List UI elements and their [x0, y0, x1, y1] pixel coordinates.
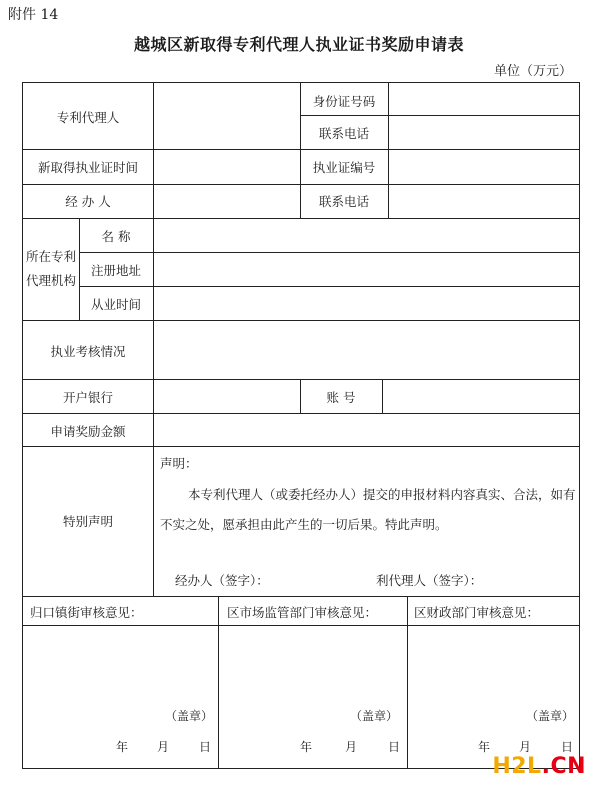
opinion-finance-label: 区财政部门审核意见： — [414, 605, 540, 620]
date-month-3: 月 — [519, 740, 532, 754]
label-agency-name: 名 称 — [101, 229, 131, 244]
date-year-3: 年 — [478, 740, 491, 754]
label-agency-group: 所在专利代理机构 — [25, 249, 76, 288]
seal-label-1: （盖章） — [165, 709, 214, 723]
statement-heading: 声明： — [160, 456, 198, 471]
label-agency-address: 注册地址 — [90, 263, 142, 278]
watermark-dot: . — [541, 754, 551, 779]
watermark-logo — [492, 754, 586, 779]
watermark-brand: H2L — [492, 754, 542, 779]
label-agency-time: 从业时间 — [90, 297, 142, 312]
opinion-market-label: 区市场监管部门审核意见： — [227, 605, 378, 620]
label-amount: 申请奖励金额 — [50, 424, 126, 439]
date-day-3: 日 — [561, 740, 574, 754]
label-special: 特别声明 — [62, 514, 114, 529]
statement-body: 本专利代理人（或委托经办人）提交的申报材料内容真实、合法，如有不实之处，愿承担由此产生的一切后果。特此声明。 — [160, 487, 576, 532]
label-id-number: 身份证号码 — [312, 94, 376, 109]
seal-label-2: （盖章） — [350, 709, 399, 723]
date-month-1: 月 — [157, 740, 170, 754]
opinion-town-label: 归口镇街审核意见： — [30, 605, 143, 620]
label-assessment: 执业考核情况 — [50, 344, 126, 359]
attachment-label: 附件 14 — [8, 7, 59, 23]
date-month-2: 月 — [345, 740, 358, 754]
unit-label: 单位（万元） — [493, 64, 572, 79]
label-license-date: 新取得执业证时间 — [37, 160, 139, 175]
label-handler: 经 办 人 — [65, 194, 111, 209]
label-agent: 专利代理人 — [56, 110, 120, 125]
label-account: 账 号 — [326, 390, 356, 405]
date-year-2: 年 — [300, 740, 313, 754]
agent-signature-label: 利代理人（签字）： — [376, 573, 483, 588]
label-phone-2: 联系电话 — [318, 194, 370, 209]
date-day-2: 日 — [388, 740, 401, 754]
label-bank: 开户银行 — [62, 390, 114, 405]
seal-label-3: （盖章） — [526, 709, 575, 723]
date-day-1: 日 — [199, 740, 212, 754]
label-license-no: 执业证编号 — [312, 160, 376, 175]
watermark-tld: CN — [550, 754, 586, 779]
handler-signature-label: 经办人（签字）： — [175, 573, 269, 588]
form-title: 越城区新取得专利代理人执业证书奖励申请表 — [133, 35, 464, 54]
label-phone: 联系电话 — [318, 126, 370, 141]
date-year-1: 年 — [116, 740, 129, 754]
